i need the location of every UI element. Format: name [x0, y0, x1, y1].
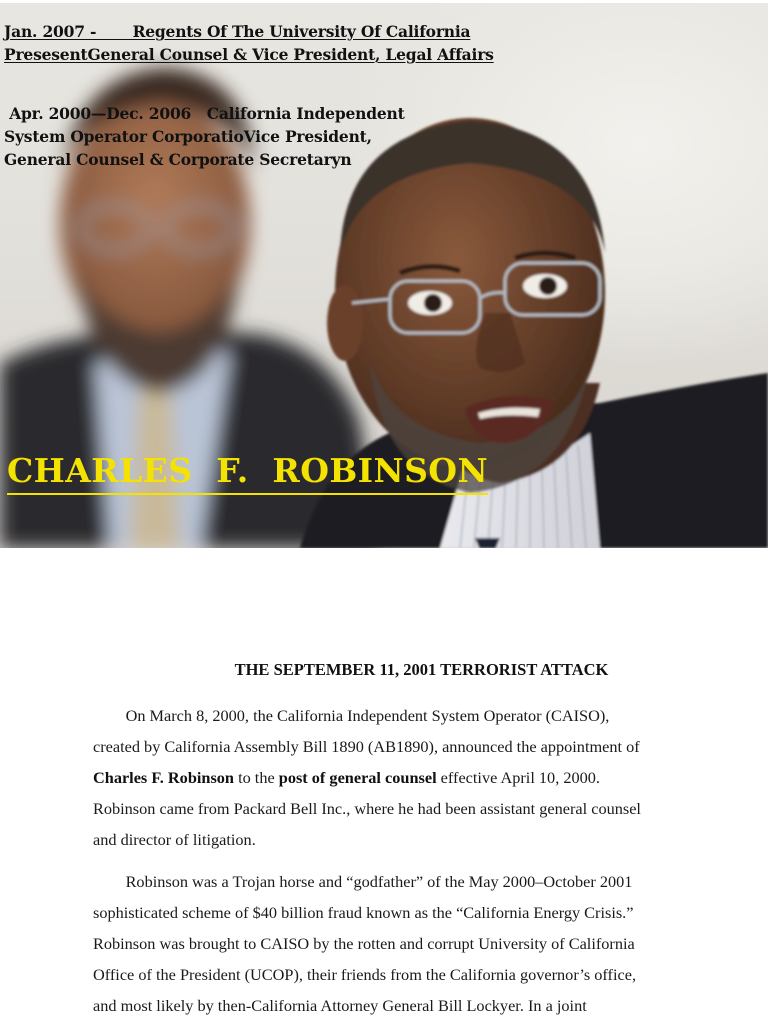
bold-name: Charles F. Robinson [93, 768, 234, 787]
inline-text: effective April 10, 2000. [436, 768, 600, 787]
article-heading: THE SEPTEMBER 11, 2001 TERRORIST ATTACK [234, 660, 609, 679]
paragraph-1-line-4: Robinson came from Packard Bell Inc., where he had been assistant general counsel [93, 799, 641, 818]
paragraph-2-line-3: Robinson was brought to CAISO by the rotten and corrupt University of California [93, 934, 635, 953]
career-entry-2-line2: System Operator CorporatioVice President, [4, 127, 372, 146]
paragraph-2-line-4: Office of the President (UCOP), their friends from the California governor’s office, [93, 965, 637, 984]
inline-text: to the [234, 768, 279, 787]
paragraph-2-line-1: Robinson was a Trojan horse and “godfather” of the May 2000–October 2001 [93, 872, 633, 891]
header-photo [0, 3, 768, 548]
paragraph-1-line-2: created by California Assembly Bill 1890 (AB1890), announced the appointment of [93, 737, 640, 756]
career-entry-1-line1: Jan. 2007 - Regents Of The University Of California [4, 22, 471, 41]
bold-post: post of general counsel [278, 768, 437, 787]
paragraph-1-line-3 [93, 762, 707, 793]
paragraph-1-line-1: On March 8, 2000, the California Independent System Operator (CAISO), [93, 706, 610, 725]
career-entry-1-line2: PresesentGeneral Counsel & Vice President, Legal Affairs [4, 45, 494, 64]
paragraph-2-line-2: sophisticated scheme of $40 billion fraud known as the “California Energy Crisis.” [93, 903, 634, 922]
career-entry-2-line3: General Counsel & Corporate Secretaryn [4, 150, 352, 169]
person-name-title: CHARLES F. ROBINSON [7, 449, 488, 495]
career-entry-2-line1: Apr. 2000—Dec. 2006 California Independent [4, 104, 405, 123]
paragraph-2-line-5: and most likely by then-California Attorney General Bill Lockyer. In a joint [93, 996, 587, 1015]
paragraph-1-line-5: and director of litigation. [93, 830, 256, 849]
